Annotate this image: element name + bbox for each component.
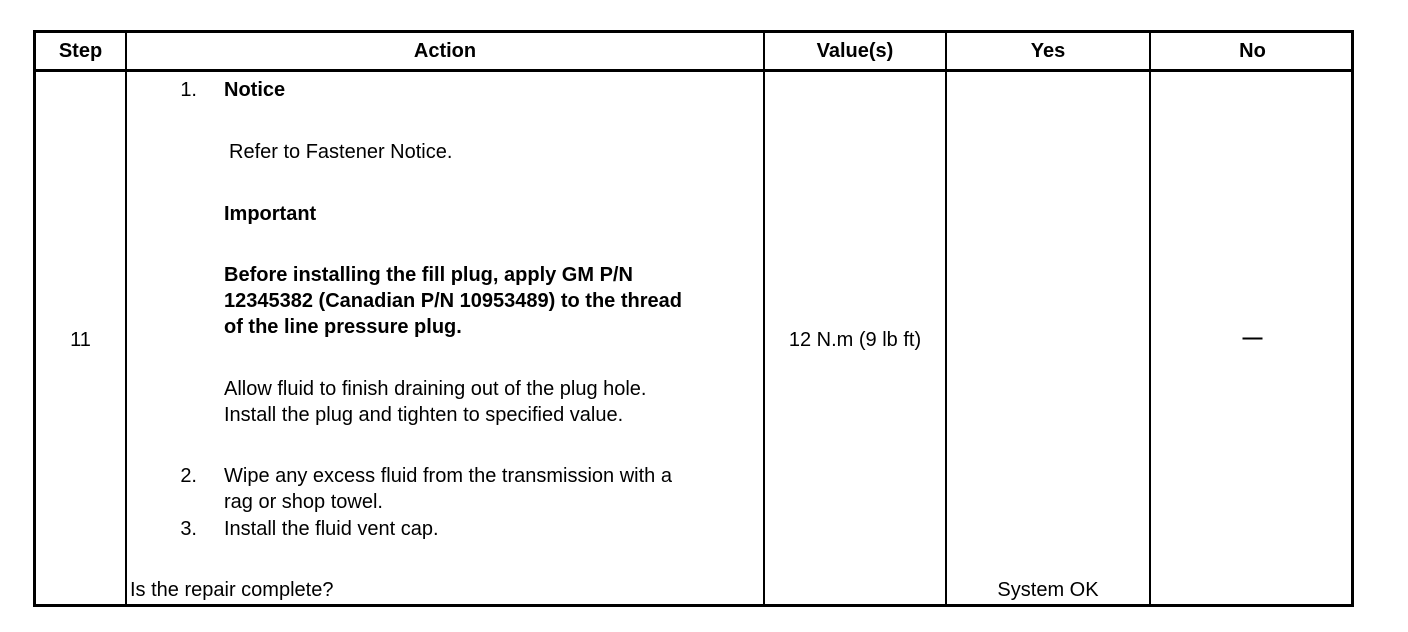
instruction-line-1: Allow fluid to finish draining out of the plug hole. [224,378,647,400]
item-number-3: 3. [180,518,197,540]
notice-text: Refer to Fastener Notice. [229,141,453,163]
divider-values-yes [945,33,947,604]
important-heading: Important [224,203,317,225]
no-result: — [1242,327,1263,349]
divider-action-values [763,33,765,604]
divider-step-action [125,33,127,604]
step-number: 11 [70,329,91,351]
item-2-line-2: rag or shop towel. [224,491,383,513]
item-number-2: 2. [180,465,197,487]
important-line-3: of the line pressure plug. [224,316,462,338]
header-step: Step [58,40,103,62]
header-yes: Yes [1030,40,1066,62]
item-2-line-1: Wipe any excess fluid from the transmission with a [224,465,672,487]
header-no: No [1239,40,1266,62]
notice-heading: Notice [224,79,286,101]
torque-value: 12 N.m (9 lb ft) [788,329,922,351]
header-divider [36,69,1351,72]
divider-yes-no [1149,33,1151,604]
repair-question: Is the repair complete? [130,579,334,601]
header-action: Action [413,40,477,62]
item-number-1: 1. [180,79,197,101]
important-line-2: 12345382 (Canadian P/N 10953489) to the thread [224,290,682,312]
item-3-line-1: Install the fluid vent cap. [224,518,439,540]
instruction-line-2: Install the plug and tighten to specified value. [224,404,624,426]
header-values: Value(s) [816,40,894,62]
important-line-1: Before installing the fill plug, apply GM P/N [224,264,633,286]
yes-result: System OK [997,579,1099,601]
diagnostic-table [33,30,1354,607]
